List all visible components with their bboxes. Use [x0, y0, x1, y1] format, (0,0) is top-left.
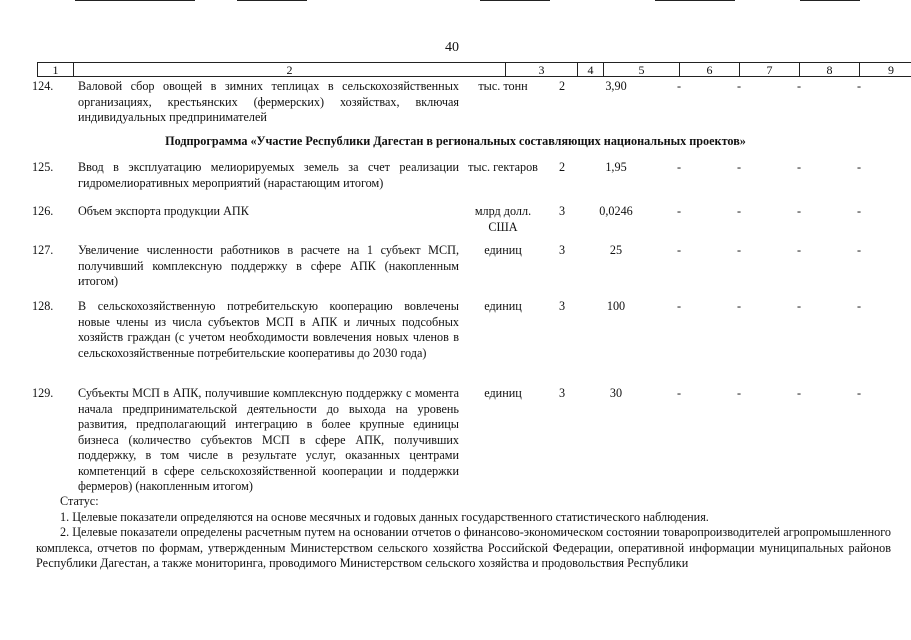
cell-col7: - [736, 204, 742, 218]
cell-col6: - [676, 79, 682, 93]
cell-col8: - [796, 204, 802, 218]
page-number: 40 [445, 40, 459, 55]
note-item: 2. Целевые показатели определены расчетным путем на основании отчетов о финансово-экономическом состоянии товаропроизводителей агропромышленного комплекса, отчетов по формам, утвержденным Министерством сельского хозяйства Российской Федерации, оперативной информации муниципальных районов Республики Дагестан, а также мониторинга, проводимого Министерством сельского хозяйства и продовольствия Республики [36, 525, 891, 570]
column-header: 4 [578, 63, 604, 77]
column-header: 2 [74, 63, 506, 77]
row-number: 127. [32, 243, 54, 257]
unit: единиц [484, 243, 522, 257]
indicator-name: В сельскохозяйственную потребительскую кооперацию вовлечены новые члены из числа субъектов МСП в АПК и личных подсобных хозяйств граждан (с учетом необходимости вовлечения новых членов в сельскохозяйственные потребительские кооперативы до 2030 года) [78, 299, 459, 360]
row-number: 125. [32, 160, 54, 174]
note-item: 1. Целевые показатели определяются на основе месячных и годовых данных государственного статистического наблюдения. [60, 509, 709, 524]
unit: тыс. тонн [478, 79, 528, 93]
cell-col9: - [856, 79, 862, 93]
column-number-header [37, 62, 911, 77]
cell-col4: 3 [558, 243, 566, 257]
cell-col6: - [676, 386, 682, 400]
top-rule [480, 0, 550, 1]
notes-section [36, 494, 891, 572]
top-rule [237, 0, 307, 1]
cell-col5: 3,90 [605, 79, 627, 93]
cell-col9: - [856, 386, 862, 400]
cell-col7: - [736, 299, 742, 313]
indicator-name: Увеличение численности работников в расчете на 1 субъект МСП, получивший комплексную поддержку в сфере АПК (накопленным итогом) [78, 243, 459, 288]
row-number: 124. [32, 79, 54, 93]
row-number: 128. [32, 299, 54, 313]
indicator-name: Ввод в эксплуатацию мелиорируемых земель за счет реализации гидромелиоративных мероприятий (нарастающим итогом) [78, 160, 459, 190]
cell-col8: - [796, 160, 802, 174]
cell-col5: 1,95 [605, 160, 627, 174]
cell-col9: - [856, 299, 862, 313]
cell-col5: 30 [609, 386, 623, 400]
cell-col8: - [796, 79, 802, 93]
cell-col6: - [676, 299, 682, 313]
subprogram-title: Подпрограмма «Участие Республики Дагестан в региональных составляющих национальных проектов» [165, 134, 746, 148]
cell-col7: - [736, 243, 742, 257]
cell-col7: - [736, 160, 742, 174]
cell-col8: - [796, 299, 802, 313]
column-header: 1 [38, 63, 74, 77]
cell-col5: 0,0246 [599, 204, 633, 218]
row-number: 126. [32, 204, 54, 218]
cell-col8: - [796, 386, 802, 400]
unit: единиц [484, 299, 522, 313]
column-header: 5 [604, 63, 680, 77]
top-rule [75, 0, 195, 1]
cell-col4: 2 [558, 79, 566, 93]
top-rule [800, 0, 860, 1]
cell-col9: - [856, 204, 862, 218]
row-number: 129. [32, 386, 54, 400]
cell-col7: - [736, 79, 742, 93]
cell-col4: 3 [558, 204, 566, 218]
column-header: 8 [800, 63, 860, 77]
column-header: 3 [506, 63, 578, 77]
column-header: 9 [860, 63, 911, 77]
indicator-name: Валовой сбор овощей в зимних теплицах в сельскохозяйственных организациях, крестьянских (фермерских) хозяйствах, включая индивидуальных предпринимателей [78, 79, 459, 124]
column-header: 6 [680, 63, 740, 77]
unit: единиц [484, 386, 522, 400]
indicator-name: Объем экспорта продукции АПК [78, 204, 249, 218]
cell-col7: - [736, 386, 742, 400]
column-header: 7 [740, 63, 800, 77]
cell-col9: - [856, 160, 862, 174]
cell-col6: - [676, 243, 682, 257]
cell-col4: 3 [558, 386, 566, 400]
unit: тыс. гектаров [468, 160, 538, 174]
cell-col5: 25 [609, 243, 623, 257]
cell-col5: 100 [606, 299, 626, 313]
notes-label: Статус: [60, 494, 99, 508]
cell-col9: - [856, 243, 862, 257]
cell-col6: - [676, 204, 682, 218]
cell-col4: 3 [558, 299, 566, 313]
cell-col8: - [796, 243, 802, 257]
unit: млрд долл. США [474, 204, 532, 234]
top-rule [655, 0, 735, 1]
indicator-name: Субъекты МСП в АПК, получившие комплексную поддержку с момента начала предпринимательской деятельности до выхода на уровень развития, предполагающий интеграцию в более крупные единицы бизнеса (количество субъектов МСП в сфере АПК, получивших поддержку, в том числе в результате услуг, оказанных центрами компетенций в сфере сельскохозяйственной кооперации и поддержки фермеров) (накопленным итогом) [78, 386, 459, 493]
cell-col4: 2 [558, 160, 566, 174]
cell-col6: - [676, 160, 682, 174]
